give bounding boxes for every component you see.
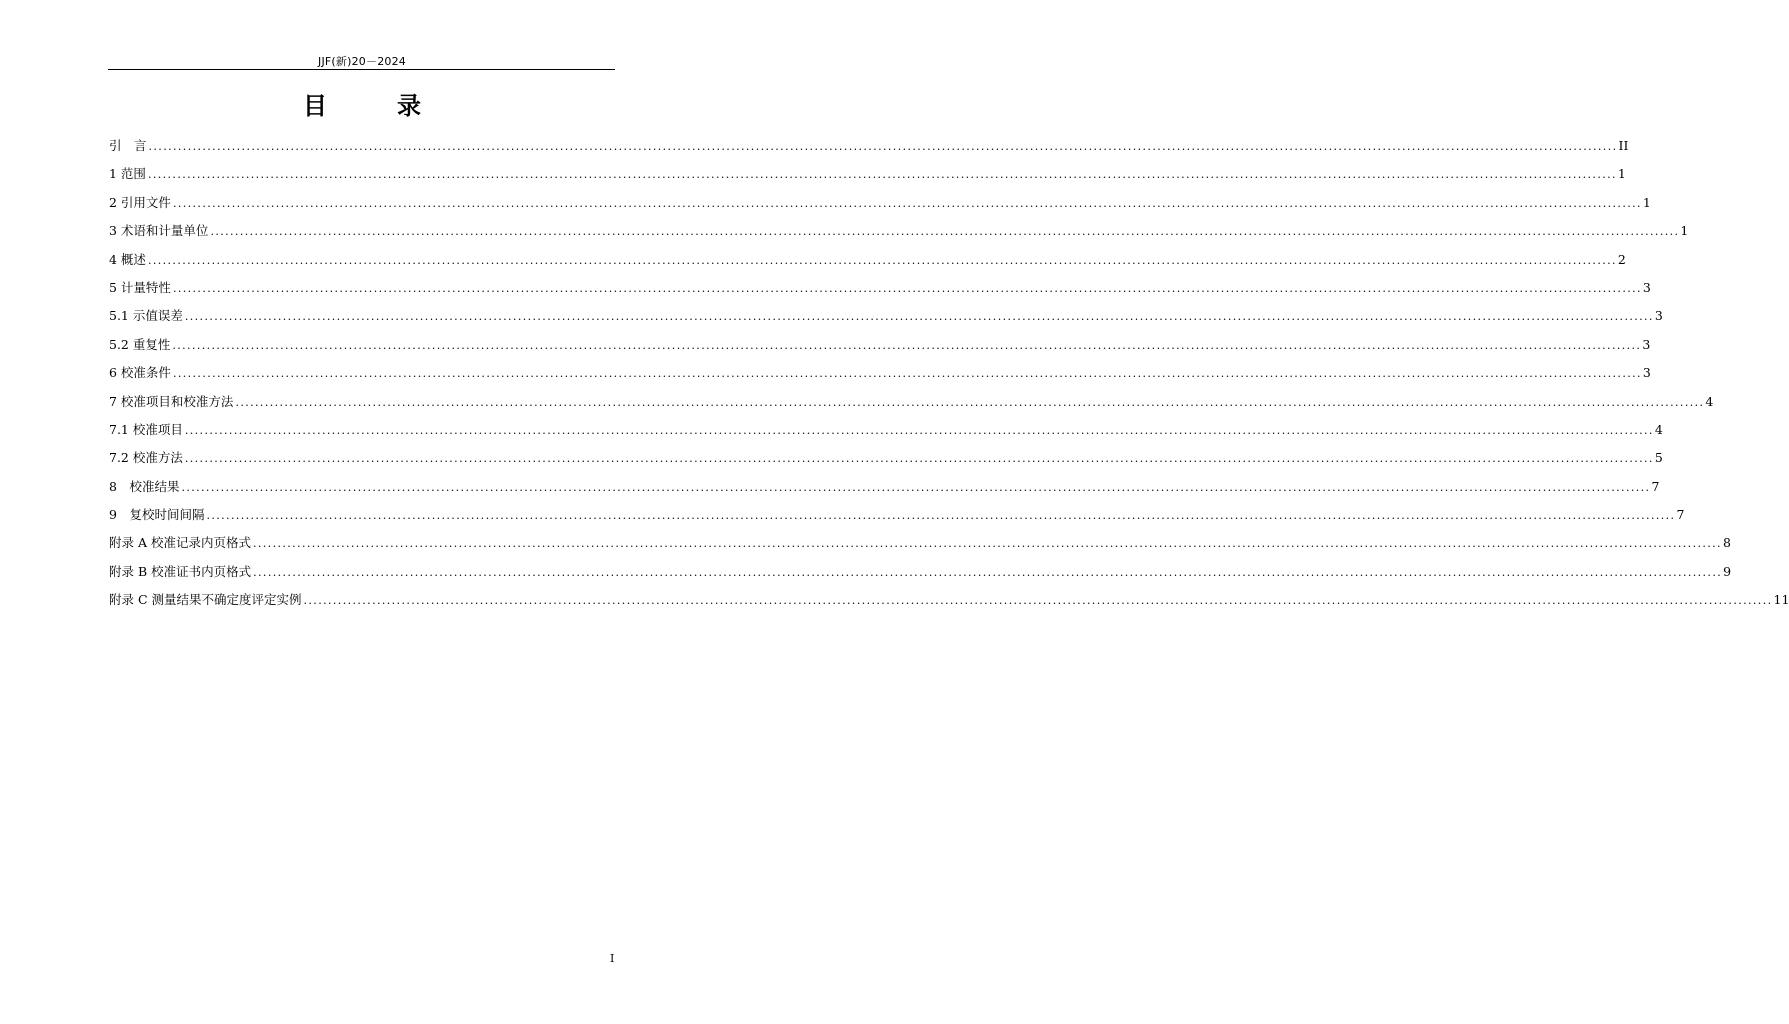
toc-entry-page: 4 bbox=[1654, 421, 1663, 437]
toc-entry[interactable] bbox=[109, 363, 1651, 391]
toc-entry-label: 7.1 校准项目 bbox=[109, 421, 183, 437]
dot-leader: ............................................................................................................................................................................................................................................................................................................ bbox=[181, 480, 1651, 494]
header-rule bbox=[108, 69, 615, 70]
toc-entry[interactable] bbox=[109, 193, 1651, 221]
dot-leader: ............................................................................................................................................................................................................................................................................................................ bbox=[253, 565, 1723, 579]
toc-entry-label: 2 引用文件 bbox=[109, 194, 171, 210]
dot-leader: ............................................................................................................................................................................................................................................................................................................ bbox=[184, 310, 1654, 324]
toc-entry-page: 1 bbox=[1680, 223, 1689, 239]
dot-leader: ............................................................................................................................................................................................................................................................................................................ bbox=[172, 367, 1642, 381]
toc-entry-label: 附录 A 校准记录内页格式 bbox=[109, 535, 251, 551]
toc-entry-page: 2 bbox=[1617, 251, 1626, 267]
dot-leader: ............................................................................................................................................................................................................................................................................................................ bbox=[172, 338, 1642, 352]
dot-leader: ............................................................................................................................................................................................................................................................................................................ bbox=[172, 281, 1642, 295]
toc-entry[interactable] bbox=[109, 278, 1651, 306]
dot-leader: ............................................................................................................................................................................................................................................................................................................ bbox=[235, 395, 1705, 409]
toc-entry[interactable] bbox=[109, 505, 1685, 533]
toc-entry[interactable] bbox=[109, 392, 1714, 420]
page-title bbox=[0, 86, 724, 121]
toc-entry-page: 1 bbox=[1617, 166, 1626, 182]
dot-leader: ............................................................................................................................................................................................................................................................................................................ bbox=[184, 452, 1654, 466]
toc-entry[interactable] bbox=[109, 136, 1629, 164]
dot-leader: ............................................................................................................................................................................................................................................................................................................ bbox=[147, 253, 1617, 267]
toc-entry-label: 1 范围 bbox=[109, 166, 146, 182]
toc-entry-page: 3 bbox=[1642, 365, 1651, 381]
running-header: JJF(新)20－2024 bbox=[318, 55, 406, 68]
dot-leader: ............................................................................................................................................................................................................................................................................................................ bbox=[147, 168, 1617, 182]
toc-entry-page: 3 bbox=[1654, 308, 1663, 324]
toc-entry-page: 7 bbox=[1651, 478, 1660, 494]
toc-entry-label: 8 校准结果 bbox=[109, 478, 180, 494]
toc-entry[interactable] bbox=[109, 335, 1651, 363]
dot-leader: ............................................................................................................................................................................................................................................................................................................ bbox=[252, 537, 1722, 551]
toc-entry-page: 3 bbox=[1642, 336, 1651, 352]
toc-entry-page: 5 bbox=[1654, 450, 1663, 466]
toc-entry-label: 9 复校时间间隔 bbox=[109, 507, 205, 523]
toc-entry[interactable] bbox=[109, 250, 1626, 278]
dot-leader: ............................................................................................................................................................................................................................................................................................................ bbox=[206, 509, 1676, 523]
toc-entry-label: 3 术语和计量单位 bbox=[109, 223, 209, 239]
toc-entry[interactable] bbox=[109, 164, 1626, 192]
toc-entry-page: II bbox=[1618, 138, 1629, 153]
toc-entry-label: 5.1 示值误差 bbox=[109, 308, 183, 324]
table-of-contents bbox=[109, 136, 1789, 619]
dot-leader: ............................................................................................................................................................................................................................................................................................................ bbox=[148, 140, 1618, 153]
toc-entry-label: 5 计量特性 bbox=[109, 279, 171, 295]
dot-leader: ............................................................................................................................................................................................................................................................................................................ bbox=[172, 196, 1642, 210]
toc-entry[interactable] bbox=[109, 533, 1731, 561]
toc-entry[interactable] bbox=[109, 448, 1663, 476]
toc-entry[interactable] bbox=[109, 306, 1663, 334]
title-part-2: 录 bbox=[397, 92, 421, 120]
toc-entry-label: 6 校准条件 bbox=[109, 365, 171, 381]
toc-entry[interactable] bbox=[109, 420, 1663, 448]
dot-leader: ............................................................................................................................................................................................................................................................................................................ bbox=[210, 225, 1680, 239]
toc-entry-page: 7 bbox=[1676, 507, 1685, 523]
toc-entry-label: 7.2 校准方法 bbox=[109, 450, 183, 466]
toc-entry-page: 1 bbox=[1642, 194, 1651, 210]
toc-entry-label: 附录 B 校准证书内页格式 bbox=[109, 563, 252, 579]
toc-entry-page: 4 bbox=[1705, 393, 1714, 409]
dot-leader: ............................................................................................................................................................................................................................................................................................................ bbox=[303, 594, 1773, 608]
toc-entry[interactable] bbox=[109, 590, 1789, 618]
title-part-1: 目 bbox=[303, 92, 327, 120]
toc-entry-page: 8 bbox=[1722, 535, 1731, 551]
toc-entry[interactable] bbox=[109, 477, 1660, 505]
toc-entry-label: 4 概述 bbox=[109, 251, 146, 267]
toc-entry[interactable] bbox=[109, 562, 1732, 590]
toc-entry-label: 附录 C 测量结果不确定度评定实例 bbox=[109, 592, 302, 608]
toc-entry-page: 11 bbox=[1773, 592, 1789, 608]
toc-entry-label: 7 校准项目和校准方法 bbox=[109, 393, 234, 409]
toc-entry-page: 9 bbox=[1723, 563, 1732, 579]
dot-leader: ............................................................................................................................................................................................................................................................................................................ bbox=[184, 423, 1654, 437]
toc-entry-label: 引 言 bbox=[109, 138, 147, 153]
toc-entry-label: 5.2 重复性 bbox=[109, 336, 171, 352]
footer-page-number: I bbox=[610, 952, 615, 965]
toc-entry-page: 3 bbox=[1642, 279, 1651, 295]
toc-entry[interactable] bbox=[109, 221, 1689, 249]
